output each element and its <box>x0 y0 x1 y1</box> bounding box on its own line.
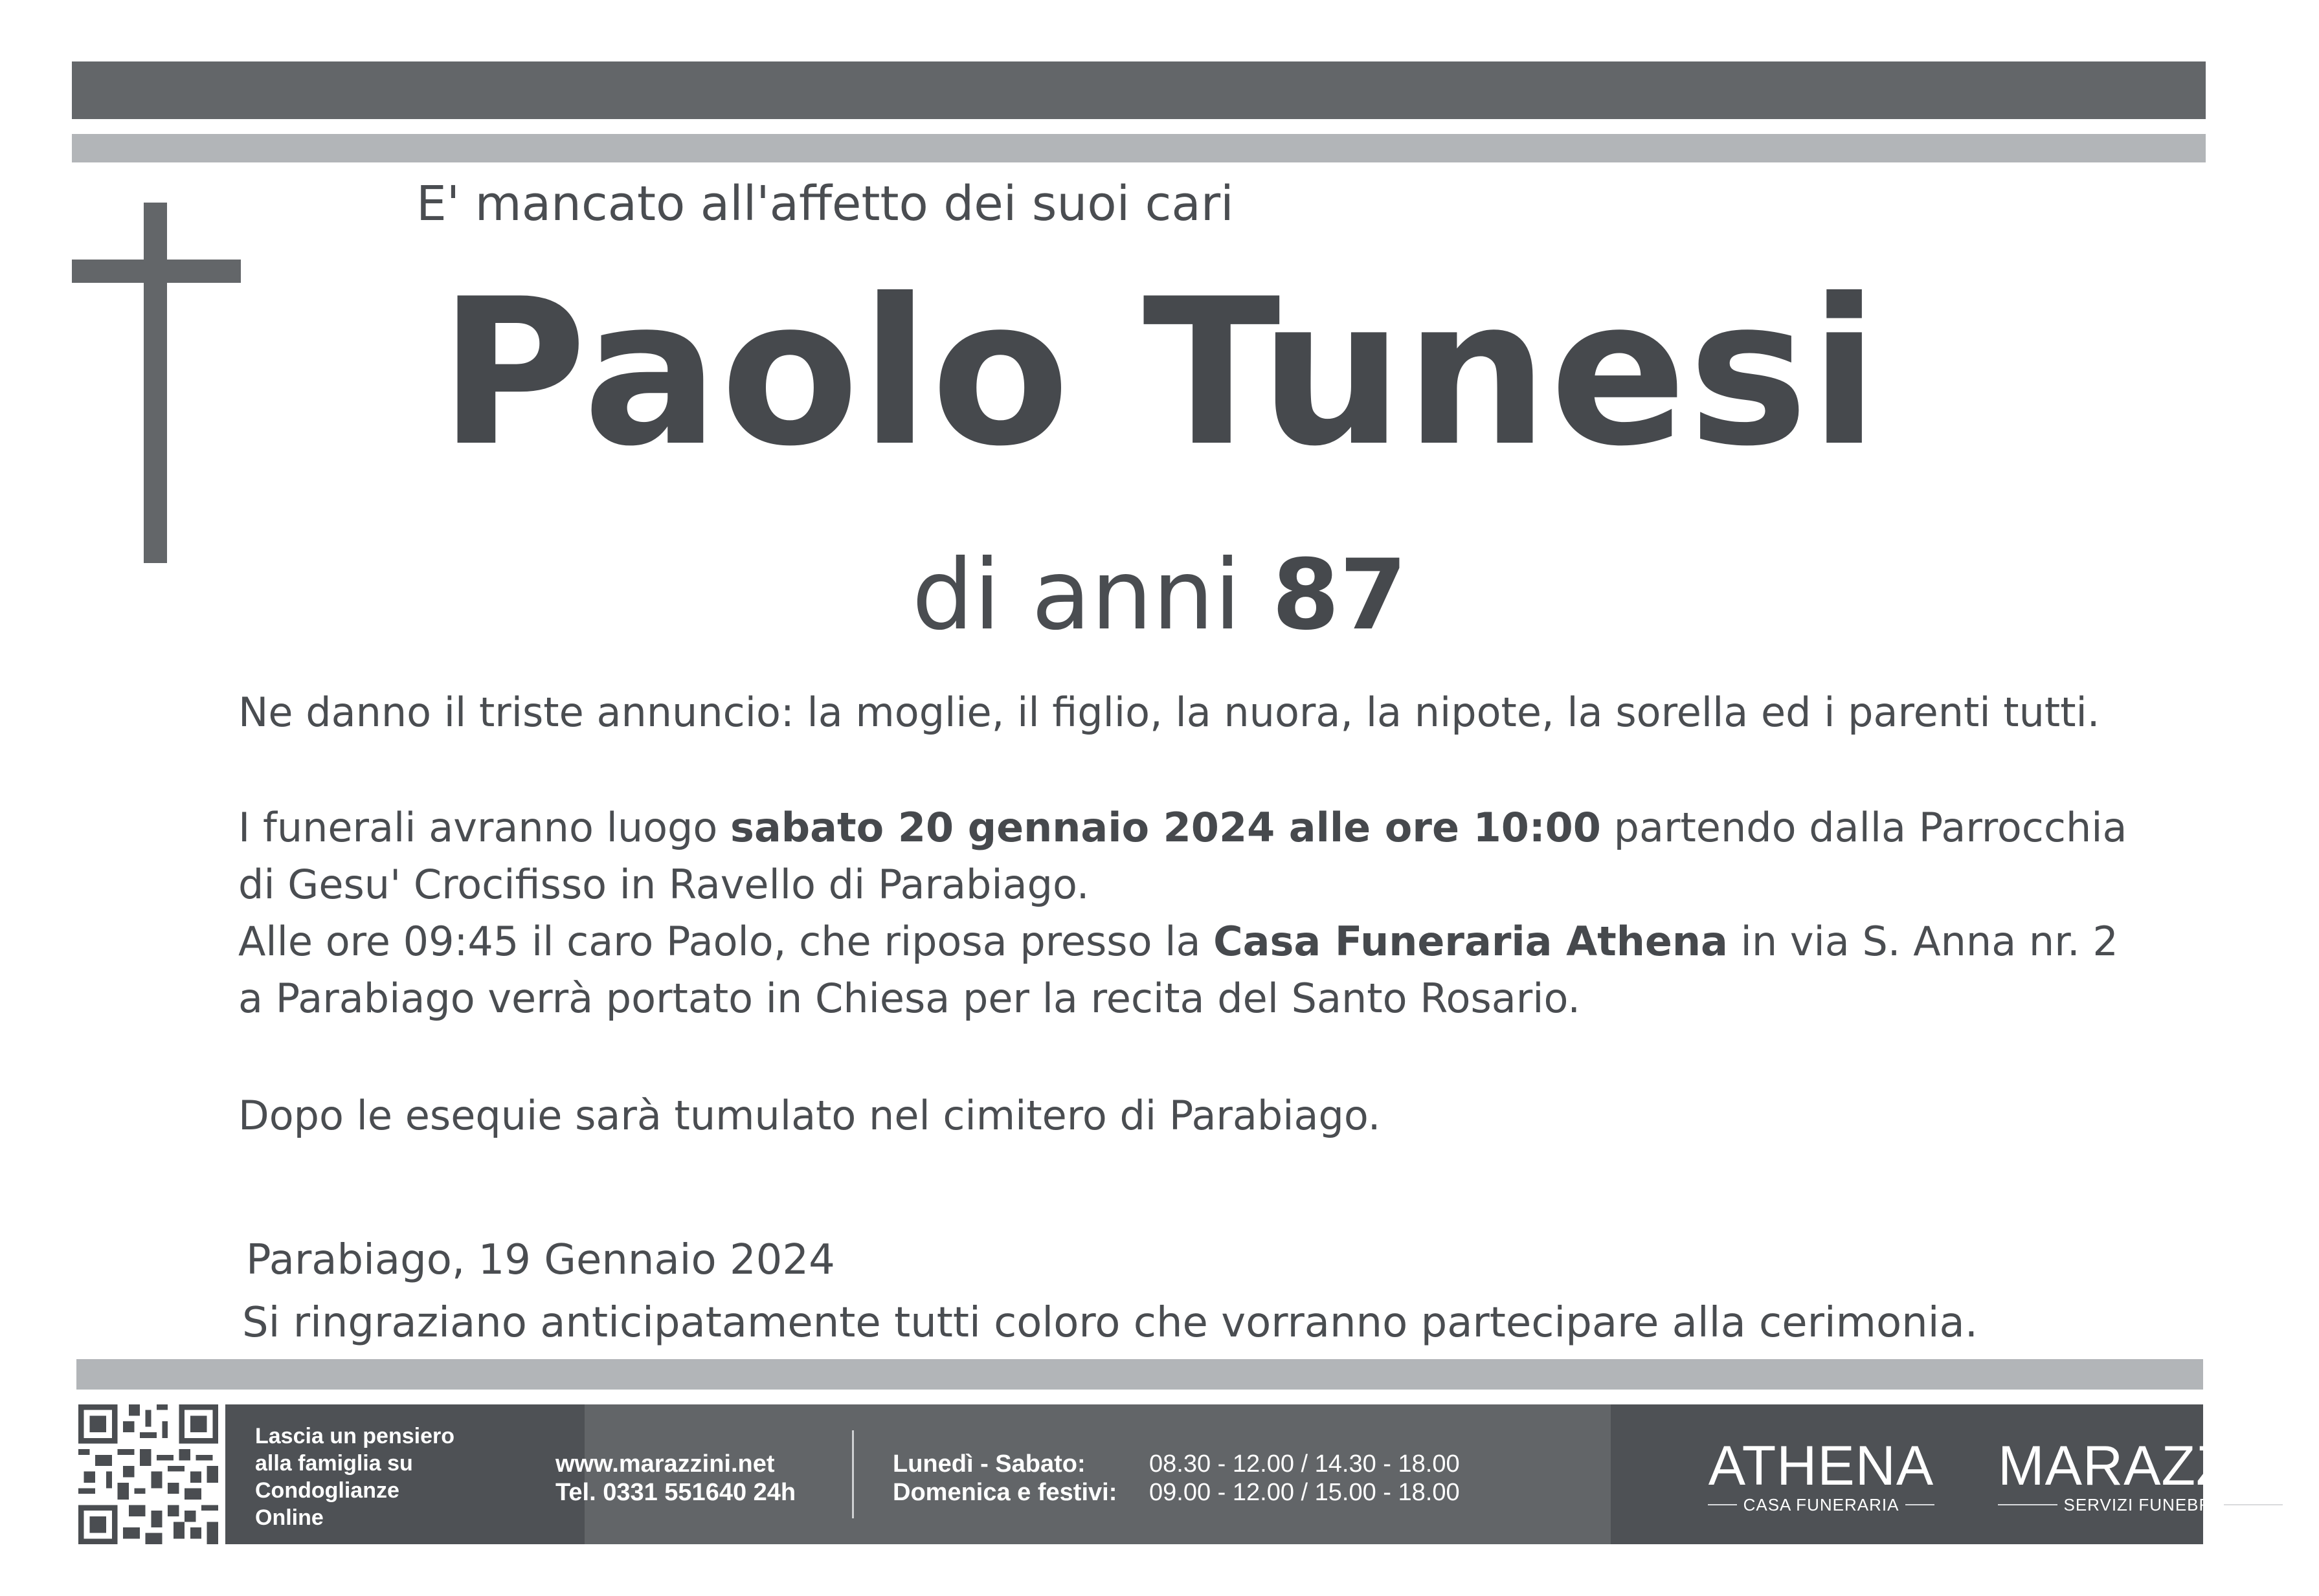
website-link[interactable]: www.marazzini.net <box>555 1450 775 1478</box>
age-prefix: di anni <box>912 539 1272 652</box>
place-date: Parabiago, 19 Gennaio 2024 <box>246 1236 835 1284</box>
footer <box>76 1404 2304 1544</box>
funeral-details <box>238 799 2127 1027</box>
phone-number[interactable]: Tel. 0331 551640 24h <box>555 1479 796 1506</box>
hours-label-weekdays: Lunedì - Sabato: <box>893 1450 1086 1478</box>
funeral-home-name: Casa Funeraria Athena <box>1213 918 1728 965</box>
announcement-paragraph: Ne danno il triste annuncio: la moglie, il figlio, la nuora, la nipote, la sorella ed i parenti tutti. <box>238 689 2100 736</box>
qr-code-icon[interactable] <box>76 1404 220 1544</box>
funeral-line-4: a Parabiago verrà portato in Chiesa per la recita del Santo Rosario. <box>238 975 1581 1022</box>
funeral-datetime: sabato 20 gennaio 2024 alle ore 10:00 <box>730 804 1601 851</box>
athena-logo: ATHENA CASA FUNERARIA <box>1708 1435 1934 1514</box>
age-value: 87 <box>1272 539 1407 652</box>
header-bar-dark <box>72 61 2206 119</box>
footer-divider-bar <box>76 1359 2203 1390</box>
intro-text: E' mancato all'affetto dei suoi cari <box>416 176 1234 232</box>
hours-label-sundays: Domenica e festivi: <box>893 1479 1117 1506</box>
funeral-line-2: di Gesu' Crocifisso in Ravello di Parabiago. <box>238 861 1090 908</box>
funeral-line-3: Alle ore 09:45 il caro Paolo, che riposa presso la Casa Funeraria Athena in via S. Anna nr. 2 <box>238 918 2118 965</box>
age-line <box>0 539 2319 652</box>
hours-value-sundays: 09.00 - 12.00 / 15.00 - 18.00 <box>1149 1479 1460 1506</box>
hours-value-weekdays: 08.30 - 12.00 / 14.30 - 18.00 <box>1149 1450 1460 1478</box>
header-bar-light <box>72 134 2206 162</box>
deceased-name: Paolo Tunesi <box>438 255 1881 491</box>
funeral-line-1: I funerali avranno luogo sabato 20 gennaio 2024 alle ore 10:00 partendo dalla Parrocchia <box>238 804 2127 851</box>
marazzini-logo: MARAZZINI SERVIZI FUNEBRI <box>1998 1435 2304 1514</box>
burial-paragraph: Dopo le esequie sarà tumulato nel cimitero di Parabiago. <box>238 1092 1381 1139</box>
thanks-text: Si ringraziano anticipatamente tutti coloro che vorranno partecipare alla cerimonia. <box>242 1299 1978 1347</box>
condolences-note[interactable]: Lascia un pensiero alla famiglia su Condoglianze Online <box>255 1424 454 1530</box>
footer-divider <box>852 1430 854 1518</box>
